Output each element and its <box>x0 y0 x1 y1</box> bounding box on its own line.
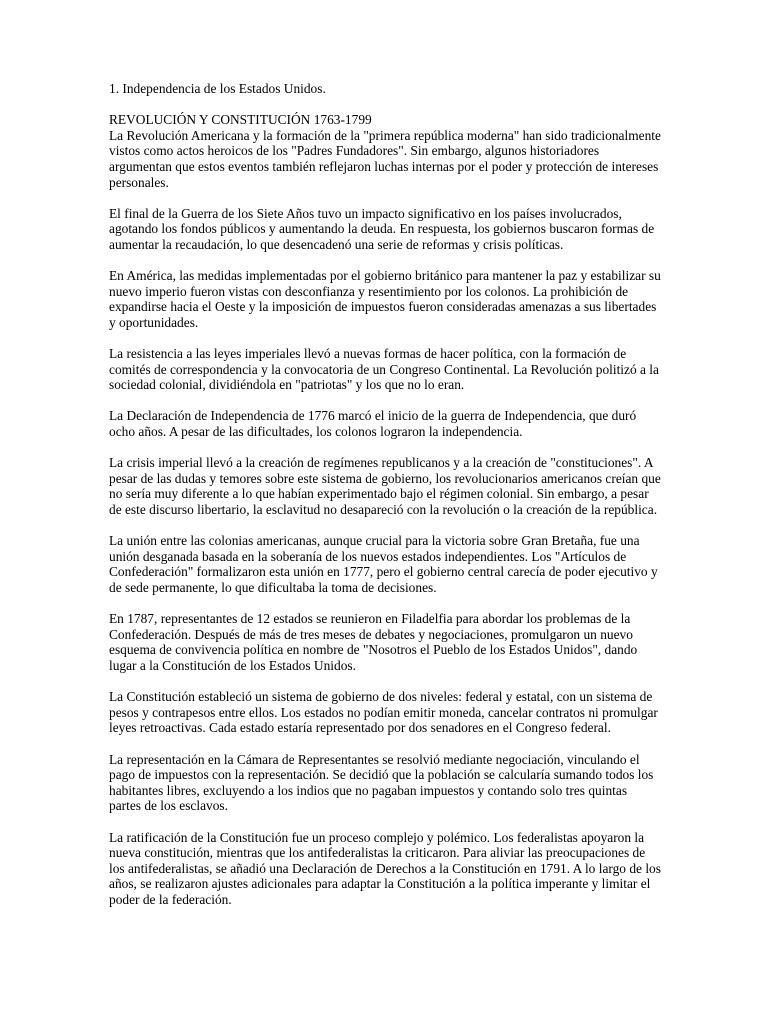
paragraph: En 1787, representantes de 12 estados se reunieron en Filadelfia para abordar los problemas de la Confederación. Después de más de tres meses de debates y negociaciones, promulgaron un nuevo esquema de convivencia política en nombre de "Nosotros el Pueblo de los Estados Unidos", dando lugar a la Constitución de los Estados Unidos. <box>109 611 638 673</box>
paragraph: La ratificación de la Constitución fue un proceso complejo y polémico. Los federalistas apoyaron la nueva constitución, mientras que los antifederalistas la criticaron. Para aliviar las preocupaciones de los antifederalistas, se añadió una Declaración de Derechos a la Constitución en 1791. A lo largo de los años, se realizaron ajustes adicionales para adaptar la Constitución a la política imperante y limitar el poder de la federación. <box>109 829 661 907</box>
paragraph: La crisis imperial llevó a la creación de regímenes republicanos y a la creación de "constituciones". A pesar de las dudas y temores sobre este sistema de gobierno, los revolucionarios americanos creían que no sería muy diferente a lo que habían experimentado bajo el régimen colonial. Sin embargo, a pesar de este discurso libertario, la esclavitud no desapareció con la revolución o la creación de la república. <box>109 455 661 518</box>
paragraph: La Revolución Americana y la formación de la "primera república moderna" han sido tradicionalmente vistos como actos heroicos de los "Padres Fundadores". Sin embargo, algunos historiadores argumentan que estos eventos también reflejaron luchas internas por el poder y protección de intereses personales. <box>109 127 661 190</box>
paragraph: La representación en la Cámara de Representantes se resolvió mediante negociación, vinculando el pago de impuestos con la representación. Se decidió que la población se calcularía sumando todos los habitantes libres, excluyendo a los indios que no pagaban impuestos y contando solo tres quintas partes de los esclavos. <box>109 751 654 814</box>
document-body <box>109 81 661 923</box>
paragraph: El final de la Guerra de los Siete Años tuvo un impacto significativo en los países involucrados, agotando los fondos públicos y aumentando la deuda. En respuesta, los gobiernos buscaron formas de aumentar la recaudación, lo que desencadenó una serie de reformas y crisis políticas. <box>109 205 655 252</box>
paragraph: La Declaración de Independencia de 1776 marcó el inicio de la guerra de Independencia, que duró ocho años. A pesar de las dificultades, los colonos lograron la independencia. <box>109 408 637 440</box>
paragraph: La resistencia a las leyes imperiales llevó a nuevas formas de hacer política, con la formación de comités de correspondencia y la convocatoria de un Congreso Continental. La Revolución politizó a la sociedad colonial, dividiéndola en "patriotas" y los que no lo eran. <box>109 346 659 393</box>
paragraph: La Constitución estableció un sistema de gobierno de dos niveles: federal y estatal, con un sistema de pesos y contrapesos entre ellos. Los estados no podían emitir moneda, cancelar contratos ni promulgar leyes retroactivas. Cada estado estaría representado por dos senadores en el Congreso federal. <box>109 689 658 736</box>
document-heading: 1. Independencia de los Estados Unidos. <box>109 81 326 96</box>
paragraph: En América, las medidas implementadas por el gobierno británico para mantener la paz y estabilizar su nuevo imperio fueron vistas con desconfianza y resentimiento por los colonos. La prohibición de expandirse hacia el Oeste y la imposición de impuestos fueron consideradas amenazas a sus libertades y oportunidades. <box>109 268 661 330</box>
paragraph: La unión entre las colonias americanas, aunque crucial para la victoria sobre Gran Bretaña, fue una unión desganada basada en la soberanía de los nuevos estados independientes. Los "Artículos de Confederación" formalizaron esta unión en 1777, pero el gobierno central carecía de poder ejecutivo y de sede permanente, lo que dificultaba la toma de decisiones. <box>109 533 658 595</box>
section-title: REVOLUCIÓN Y CONSTITUCIÓN 1763-1799 <box>109 112 372 128</box>
